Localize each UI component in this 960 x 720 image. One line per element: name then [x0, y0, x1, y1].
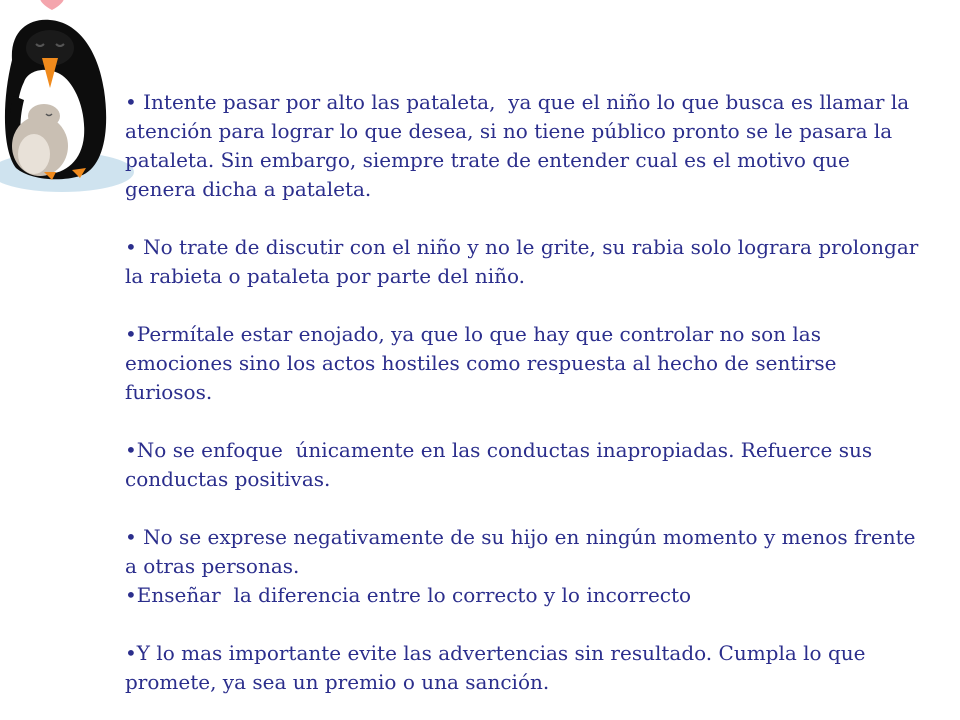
tips-content [125, 88, 925, 697]
spacer [125, 494, 925, 523]
tip-4: •No se enfoque únicamente en las conductas inapropiadas. Refuerce sus conductas positivas. [125, 438, 879, 491]
spacer [125, 204, 925, 233]
chick-head [28, 104, 60, 128]
tip-3: •Permítale estar enojado, ya que lo que hay que controlar no son las emociones sino los actos hostiles como respuesta al hecho de sentirse furiosos. [125, 322, 843, 404]
spacer [125, 407, 925, 436]
penguin-illustration [0, 0, 140, 200]
tip-7: •Y lo mas importante evite las advertencias sin resultado. Cumpla lo que promete, ya sea un premio o una sanción. [125, 641, 872, 694]
tip-5: • No se exprese negativamente de su hijo en ningún momento y menos frente a otras personas. [125, 525, 922, 578]
heart-icon [40, 0, 64, 10]
tip-2: • No trate de discutir con el niño y no le grite, su rabia solo lograra prolongar la rabieta o pataleta por parte del niño. [125, 235, 925, 288]
chick-belly [18, 134, 50, 174]
spacer [125, 610, 925, 639]
spacer [125, 291, 925, 320]
tip-6: •Enseñar la diferencia entre lo correcto y lo incorrecto [125, 583, 692, 607]
tip-1: • Intente pasar por alto las pataleta, ya que el niño lo que busca es llamar la atención para lograr lo que desea, si no tiene público pronto se le pasara la pataleta. Sin embargo, siempre trate de entender cual es el motivo que genera dicha a pataleta. [125, 90, 916, 201]
